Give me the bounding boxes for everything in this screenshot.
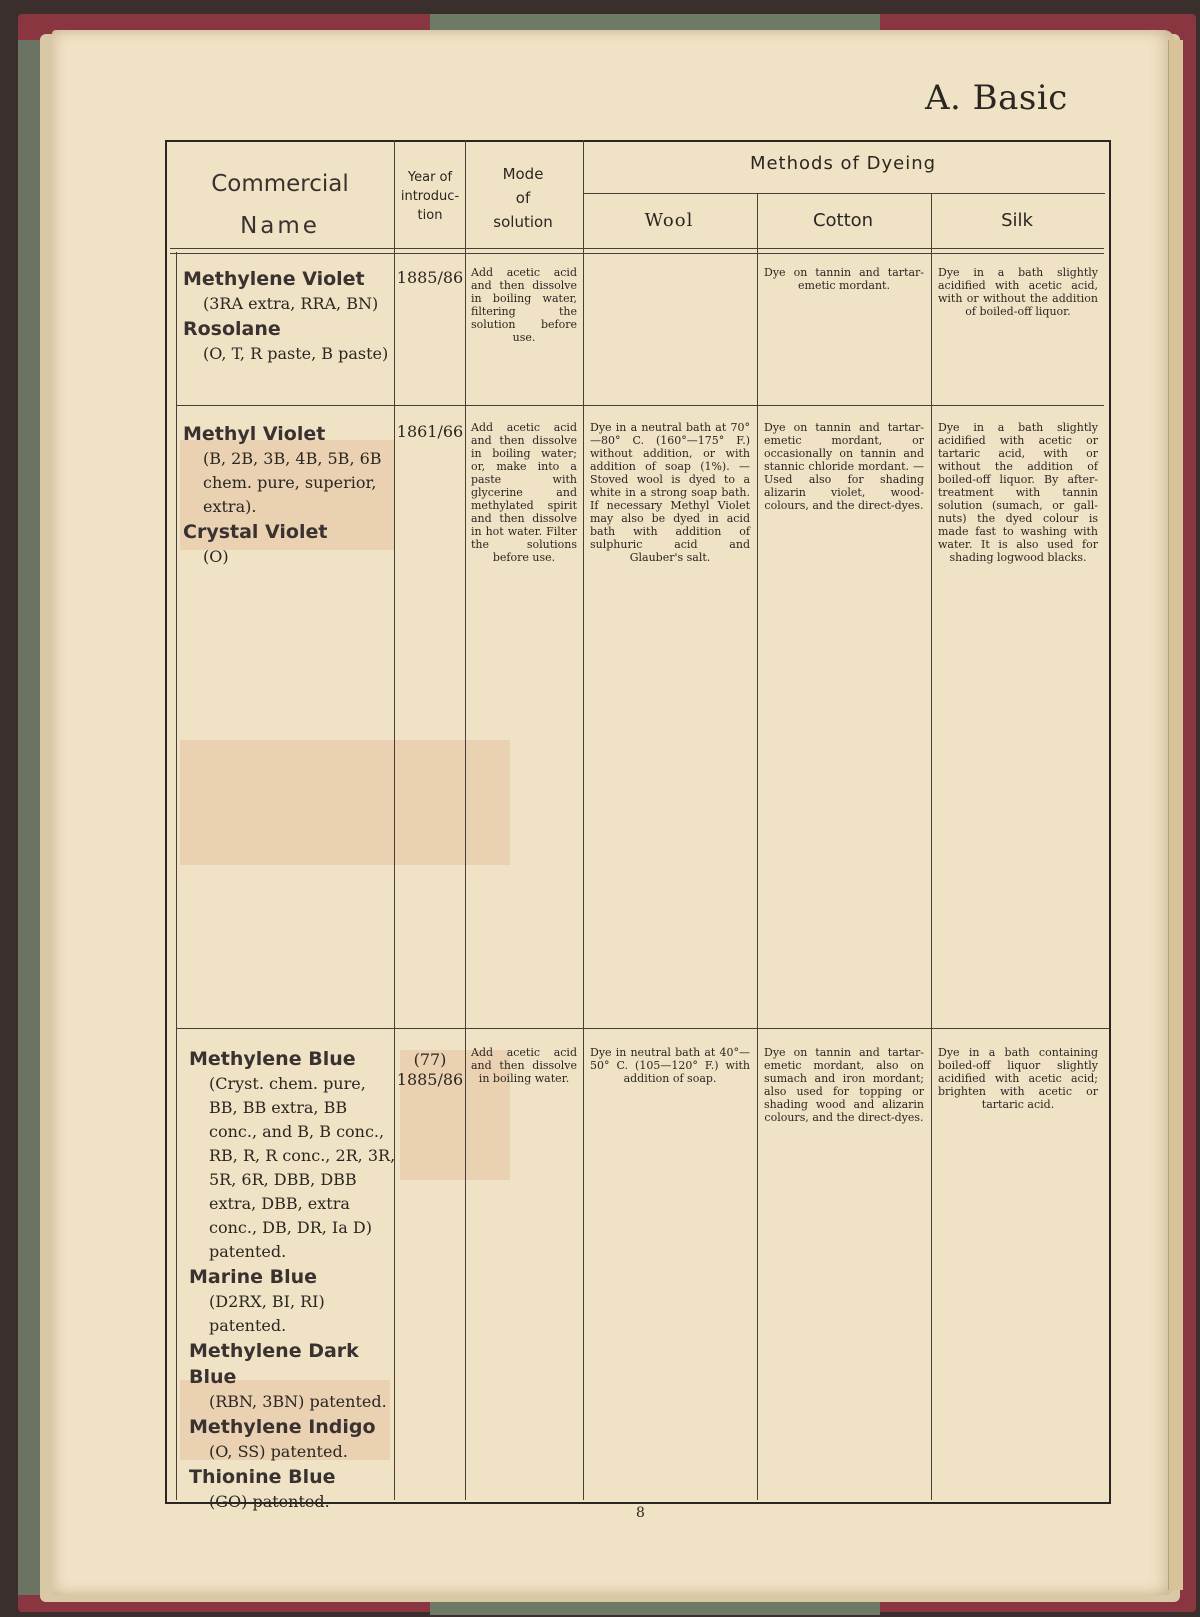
row3-silk: Dye in a bath containing boiled-off liquor slightly acidified with acetic acid; brighten with acetic or tartaric acid. xyxy=(938,1046,1098,1111)
row2-year: 1861/66 xyxy=(396,422,464,441)
header-bottom-rule xyxy=(170,248,1104,254)
dye-name: Crystal Violet xyxy=(183,521,328,543)
row3-year-note: (77) xyxy=(413,1050,447,1069)
dye-name: Rosolane xyxy=(183,318,281,340)
header-mode-line3: solution xyxy=(493,213,553,231)
dye-name: Marine Blue xyxy=(189,1266,318,1288)
header-name-line2: Name xyxy=(240,213,320,239)
page-number: 8 xyxy=(636,1505,645,1521)
header-commercial-name xyxy=(190,163,370,247)
header-cotton: Cotton xyxy=(812,210,874,231)
header-year xyxy=(396,168,464,225)
dye-variants: (O, SS) patented. xyxy=(209,1442,348,1461)
header-silk: Silk xyxy=(1001,210,1033,231)
header-commercial-line1: Commercial xyxy=(211,171,349,197)
row1-silk: Dye in a bath slightly acidified with acetic acid, with or without the addition of boiled-off liquor. xyxy=(938,266,1098,318)
dye-variants: (GO) patented. xyxy=(209,1492,330,1511)
dye-name: Thionine Blue xyxy=(189,1466,336,1488)
row1-year: 1885/86 xyxy=(396,268,464,287)
header-year-line2: introduc- xyxy=(400,189,460,204)
dye-name: Methylene Violet xyxy=(183,268,365,290)
dye-variants: (Cryst. chem. pure, BB, BB extra, BB conc., and B, B conc., RB, R, R conc., 2R, 3R, 5R, 6R, DBB, DBB extra, DBB, extra conc., DB, DR, Ia D) patented. xyxy=(209,1074,396,1261)
header-mode xyxy=(465,162,581,234)
dye-name: Methylene Blue xyxy=(189,1048,356,1070)
col-line-inner xyxy=(176,252,177,1500)
col-line xyxy=(583,140,584,1500)
row-divider-1 xyxy=(176,405,1104,406)
dye-variants: (O) xyxy=(203,547,229,566)
row2-names xyxy=(183,421,393,569)
row3-wool: Dye in neutral bath at 40°—50° C. (105—120° F.) with addition of soap. xyxy=(590,1046,750,1085)
header-mode-line1: Mode xyxy=(502,165,544,183)
dye-variants: (3RA extra, RRA, BN) xyxy=(203,294,379,313)
row2-wool: Dye in a neutral bath at 70°—80° C. (160°—175° F.) without addition, or with addition of soap (1%). — Stoved wool is dyed to a white in a strong soap bath. If necessary Methyl Violet may also be dyed in acid bath with addition of sulphuric acid and Glauber's salt. xyxy=(590,421,750,564)
row3-year-value: 1885/86 xyxy=(396,1070,464,1089)
dye-name: Methyl Violet xyxy=(183,423,326,445)
row2-silk: Dye in a bath slightly acidified with acetic or tartaric acid, with or without the addition of boiled-off liquor. By after-treatment with tannin solution (sumach, or gall-nuts) the dyed colour is made fast to washing with water. It is also used for shading logwood blacks. xyxy=(938,421,1098,564)
row3-cotton: Dye on tannin and tartar-emetic mordant, also on sumach and iron mordant; also used for topping or shading wood and alizarin colours, and the direct-dyes. xyxy=(764,1046,924,1124)
row1-cotton: Dye on tannin and tartar-emetic mordant. xyxy=(764,266,924,292)
page-edges xyxy=(1168,40,1183,1590)
row-divider-2 xyxy=(176,1028,1110,1029)
col-line xyxy=(931,193,932,1500)
header-methods: Methods of Dyeing xyxy=(749,153,937,174)
row1-names xyxy=(183,266,393,366)
header-divider-methods xyxy=(583,193,1105,194)
header-mode-line2: of xyxy=(515,189,531,207)
row2-cotton: Dye on tannin and tartar-emetic mordant, or occasionally on tannin and stannic chloride mordant. — Used also for shading alizarin violet, wood-colours, and the direct-dyes. xyxy=(764,421,924,512)
dye-variants: (O, T, R paste, B paste) xyxy=(203,344,389,363)
col-line xyxy=(757,193,758,1500)
header-year-line3: tion xyxy=(417,208,443,223)
header-wool: Wool xyxy=(644,210,694,231)
page-heading: A. Basic xyxy=(925,78,1068,118)
dye-name: Methylene Indigo xyxy=(189,1416,376,1438)
row2-mode: Add acetic acid and then dissolve in boiling water; or, make into a paste with glycerine and methylated spirit and then dissolve in hot water. Filter the solutions before use. xyxy=(471,421,577,564)
dye-variants: (B, 2B, 3B, 4B, 5B, 6B chem. pure, superior, extra). xyxy=(203,449,382,516)
row1-mode: Add acetic acid and then dissolve in boiling water, filtering the solution before use. xyxy=(471,266,577,344)
row3-mode: Add acetic acid and then dissolve in boiling water. xyxy=(471,1046,577,1085)
dye-variants: (D2RX, BI, RI) patented. xyxy=(209,1292,325,1335)
col-line xyxy=(465,140,466,1500)
header-year-line1: Year of xyxy=(407,170,453,185)
row3-names xyxy=(189,1046,397,1514)
dye-name: Methylene Dark Blue xyxy=(189,1340,359,1388)
row3-year xyxy=(396,1050,464,1090)
dye-variants: (RBN, 3BN) patented. xyxy=(209,1392,387,1411)
